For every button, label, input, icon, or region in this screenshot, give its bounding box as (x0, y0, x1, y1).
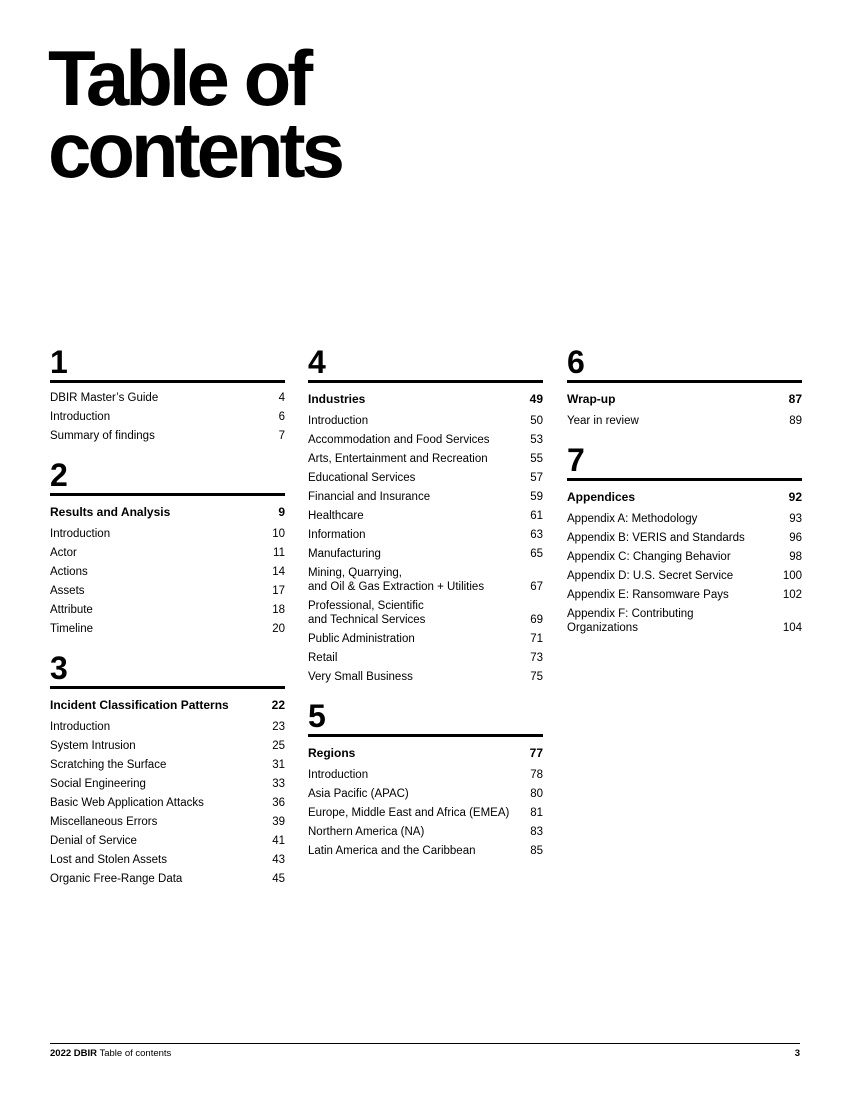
toc-section (567, 346, 802, 430)
toc-entry[interactable] (308, 765, 543, 784)
toc-entry[interactable] (308, 596, 543, 629)
toc-entry[interactable] (308, 648, 543, 667)
section-heading-page: 9 (278, 505, 285, 519)
toc-entry-label: Very Small Business (308, 670, 413, 683)
toc-entry-label: System Intrusion (50, 739, 136, 752)
toc-entry-label: Assets (50, 584, 85, 597)
toc-entry-label: Appendix F: Contributing Organizations (567, 607, 694, 634)
toc-entry-page: 98 (789, 550, 802, 563)
toc-entry-label: Denial of Service (50, 834, 137, 847)
toc-entry[interactable] (308, 629, 543, 648)
toc-entry-label: Appendix A: Methodology (567, 512, 698, 525)
toc-entry-page: 71 (530, 632, 543, 645)
section-heading-page: 49 (529, 392, 543, 406)
toc-entry-page: 31 (272, 758, 285, 771)
toc-entry[interactable] (308, 667, 543, 686)
toc-entry[interactable] (50, 793, 285, 812)
toc-entry-label: Scratching the Surface (50, 758, 167, 771)
page-title-line-2: contents (48, 106, 342, 194)
toc-entry-label: Year in review (567, 414, 639, 427)
toc-entry[interactable] (308, 841, 543, 860)
toc-entry-label: Timeline (50, 622, 94, 635)
toc-entry[interactable] (567, 604, 802, 637)
toc-entry[interactable] (50, 426, 285, 445)
page-title (48, 34, 342, 194)
toc-entry-page: 81 (530, 806, 543, 819)
toc-entry-label: Asia Pacific (APAC) (308, 787, 409, 800)
toc-entry-label: Accommodation and Food Services (308, 433, 490, 446)
toc-entry-label: DBIR Master’s Guide (50, 391, 159, 404)
toc-entry-page: 45 (272, 872, 285, 885)
toc-entry-label: Attribute (50, 603, 93, 616)
toc-column-1 (50, 346, 285, 902)
toc-entry-page: 69 (530, 613, 543, 626)
section-number: 2 (50, 457, 68, 493)
section-rule (50, 380, 285, 383)
section-rule (50, 686, 285, 689)
footer-page-number: 3 (794, 1048, 800, 1059)
toc-entry-label: Arts, Entertainment and Recreation (308, 452, 488, 465)
section-heading-entry[interactable] (308, 388, 543, 411)
toc-entry-page: 18 (272, 603, 285, 616)
section-heading-page: 77 (529, 746, 543, 760)
toc-entry-page: 78 (530, 768, 543, 781)
toc-entry[interactable] (50, 388, 285, 407)
toc-entry-page: 59 (530, 490, 543, 503)
toc-entry[interactable] (567, 547, 802, 566)
toc-entry-label: Appendix D: U.S. Secret Service (567, 569, 734, 582)
section-heading: Incident Classification Patterns (50, 698, 229, 712)
toc-entry-label: Introduction (50, 410, 111, 423)
toc-entry[interactable] (50, 831, 285, 850)
section-number: 7 (567, 442, 585, 478)
section-number: 5 (308, 698, 326, 734)
toc-entry-label: Northern America (NA) (308, 825, 425, 838)
toc-entry-page: 63 (530, 528, 543, 541)
toc-entry[interactable] (50, 524, 285, 543)
toc-entry[interactable] (308, 468, 543, 487)
toc-entry[interactable] (567, 411, 802, 430)
toc-entry-page: 23 (272, 720, 285, 733)
section-number: 4 (308, 344, 326, 380)
toc-section (567, 444, 802, 637)
toc-entry-page: 80 (530, 787, 543, 800)
toc-entry[interactable] (50, 755, 285, 774)
toc-section (50, 652, 285, 888)
toc-entry-label: Latin America and the Caribbean (308, 844, 476, 857)
toc-entry-page: 93 (789, 512, 802, 525)
toc-entry-label: Introduction (308, 414, 369, 427)
toc-entry[interactable] (308, 525, 543, 544)
toc-entry-label: Appendix E: Ransomware Pays (567, 588, 729, 601)
footer-section: Table of contents (99, 1048, 172, 1059)
toc-entry[interactable] (50, 543, 285, 562)
section-heading: Wrap-up (567, 392, 616, 406)
toc-entry-label: Actor (50, 546, 77, 559)
toc-entry-label: Basic Web Application Attacks (50, 796, 204, 809)
toc-entry-page: 50 (530, 414, 543, 427)
toc-entry-page: 67 (530, 580, 543, 593)
section-heading-entry[interactable] (308, 742, 543, 765)
toc-entry-page: 36 (272, 796, 285, 809)
toc-entry[interactable] (567, 585, 802, 604)
toc-entry[interactable] (50, 600, 285, 619)
toc-entry[interactable] (308, 430, 543, 449)
toc-entry-page: 73 (530, 651, 543, 664)
toc-entry[interactable] (50, 869, 285, 888)
toc-entry-page: 39 (272, 815, 285, 828)
toc-entry-label: Professional, Scientific and Technical Services (308, 599, 426, 626)
toc-entry-page: 102 (782, 588, 802, 601)
toc-entry-label: Summary of findings (50, 429, 155, 442)
toc-entry-page: 25 (272, 739, 285, 752)
toc-entry[interactable] (50, 407, 285, 426)
section-rule (308, 380, 543, 383)
toc-entry-page: 4 (278, 391, 285, 404)
toc-entry-page: 57 (530, 471, 543, 484)
section-heading-entry[interactable] (50, 501, 285, 524)
toc-entry-page: 104 (782, 621, 802, 634)
section-rule (567, 380, 802, 383)
toc-entry[interactable] (308, 487, 543, 506)
toc-entry[interactable] (308, 506, 543, 525)
toc-entry[interactable] (308, 822, 543, 841)
toc-section (50, 459, 285, 638)
toc-column-2 (308, 346, 543, 874)
section-heading-entry[interactable] (567, 486, 802, 509)
toc-entry-label: Organic Free-Range Data (50, 872, 183, 885)
toc-entry-label: Financial and Insurance (308, 490, 431, 503)
section-heading-entry[interactable] (50, 694, 285, 717)
section-rule (567, 478, 802, 481)
toc-entry[interactable] (50, 736, 285, 755)
toc-entry[interactable] (50, 774, 285, 793)
toc-entry[interactable] (308, 803, 543, 822)
section-rule (50, 493, 285, 496)
section-heading-page: 87 (788, 392, 802, 406)
toc-entry-page: 10 (272, 527, 285, 540)
toc-entry-label: Appendix B: VERIS and Standards (567, 531, 745, 544)
section-rule (308, 734, 543, 737)
toc-entry-label: Public Administration (308, 632, 415, 645)
toc-entry[interactable] (308, 784, 543, 803)
toc-entry-label: Introduction (308, 768, 369, 781)
toc-entry-page: 17 (272, 584, 285, 597)
toc-entry-page: 41 (272, 834, 285, 847)
toc-entry-label: Introduction (50, 527, 111, 540)
toc-entry-label: Educational Services (308, 471, 416, 484)
toc-entry-page: 7 (278, 429, 285, 442)
toc-entry-label: Information (308, 528, 366, 541)
toc-entry-page: 43 (272, 853, 285, 866)
toc-entry-page: 100 (782, 569, 802, 582)
toc-entry-page: 11 (273, 546, 285, 559)
toc-entry-label: Miscellaneous Errors (50, 815, 158, 828)
toc-entry-label: Manufacturing (308, 547, 381, 560)
toc-entry-label: Healthcare (308, 509, 364, 522)
toc-entry-page: 20 (272, 622, 285, 635)
toc-entry-page: 75 (530, 670, 543, 683)
toc-entry-label: Social Engineering (50, 777, 146, 790)
toc-entry-page: 55 (530, 452, 543, 465)
section-heading-page: 22 (271, 698, 285, 712)
section-heading-entry[interactable] (567, 388, 802, 411)
toc-entry-label: Lost and Stolen Assets (50, 853, 167, 866)
section-heading: Regions (308, 746, 356, 760)
toc-entry-page: 85 (530, 844, 543, 857)
toc-entry[interactable] (50, 619, 285, 638)
toc-entry[interactable] (50, 812, 285, 831)
toc-entry[interactable] (50, 717, 285, 736)
toc-entry[interactable] (50, 850, 285, 869)
toc-entry[interactable] (50, 581, 285, 600)
section-heading: Appendices (567, 490, 636, 504)
toc-section (308, 346, 543, 686)
toc-entry-page: 65 (530, 547, 543, 560)
toc-entry[interactable] (567, 528, 802, 547)
toc-section (308, 700, 543, 860)
section-number: 3 (50, 650, 68, 686)
toc-entry-page: 14 (272, 565, 285, 578)
section-heading: Results and Analysis (50, 505, 171, 519)
toc-entry-label: Introduction (50, 720, 111, 733)
page-title-line-1: Table of (48, 34, 310, 122)
toc-entry-label: Retail (308, 651, 338, 664)
section-number: 6 (567, 344, 585, 380)
toc-entry-label: Mining, Quarrying, and Oil & Gas Extraction + Utilities (308, 566, 485, 593)
section-number: 1 (50, 344, 68, 380)
toc-entry[interactable] (567, 566, 802, 585)
toc-entry-label: Actions (50, 565, 88, 578)
toc-entry-page: 53 (530, 433, 543, 446)
toc-entry[interactable] (308, 544, 543, 563)
toc-entry[interactable] (567, 509, 802, 528)
section-heading: Industries (308, 392, 366, 406)
toc-entry[interactable] (308, 411, 543, 430)
section-heading-page: 92 (788, 490, 802, 504)
footer-report: 2022 DBIR (50, 1048, 97, 1059)
toc-entry[interactable] (308, 563, 543, 596)
toc-entry-page: 96 (789, 531, 802, 544)
toc-entry-label: Appendix C: Changing Behavior (567, 550, 731, 563)
toc-entry-page: 6 (278, 410, 285, 423)
toc-entry-label: Europe, Middle East and Africa (EMEA) (308, 806, 510, 819)
toc-entry-page: 61 (530, 509, 543, 522)
toc-entry-page: 89 (789, 414, 802, 427)
toc-column-3 (567, 346, 802, 651)
toc-section (50, 346, 285, 445)
page-footer (50, 1043, 800, 1059)
toc-entry[interactable] (308, 449, 543, 468)
footer-label (50, 1048, 171, 1059)
toc-entry[interactable] (50, 562, 285, 581)
toc-entry-page: 33 (272, 777, 285, 790)
toc-entry-page: 83 (530, 825, 543, 838)
